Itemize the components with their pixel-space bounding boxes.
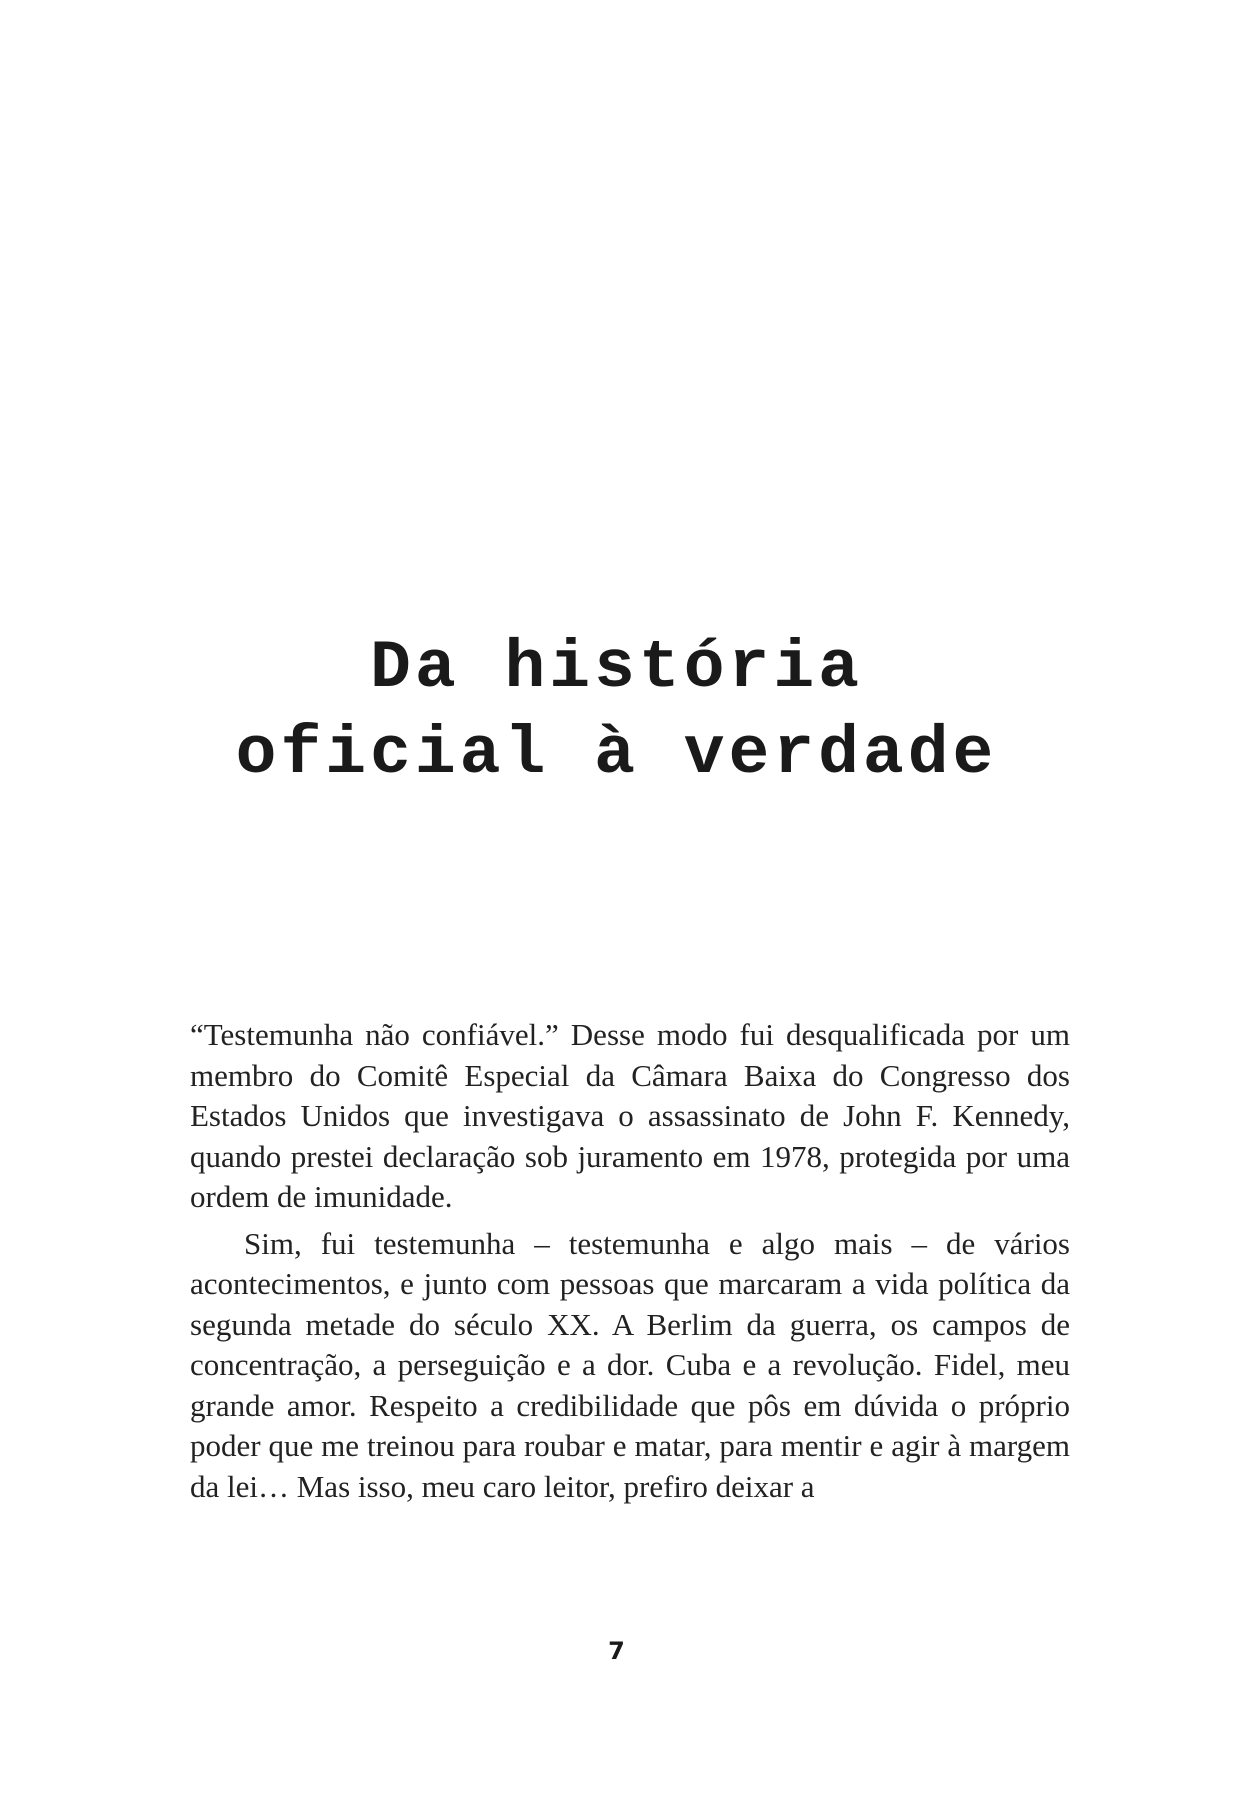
- chapter-title-line-1: Da história: [370, 629, 863, 707]
- paragraph-2: Sim, fui testemunha – testemunha e algo mais – de vários acontecimentos, e junto com pessoas que marcaram a vida política da segunda metade do século XX. A Berlim da guerra, os campos de concentração, a perseguição e a dor. Cuba e a revolução. Fidel, meu grande amor. Respeito a credibilidade que pôs em dúvida o próprio poder que me treinou para roubar e matar, para mentir e agir à margem da lei… Mas isso, meu caro leitor, prefiro deixar a: [190, 1225, 1070, 1504]
- paragraph-1: “Testemunha não confiável.” Desse modo fui desqualificada por um membro do Comitê Especial da Câmara Baixa do Congresso dos Estados Unidos que investigava o assassinato de John F. Kennedy, quando prestei declaração sob juramento em 1978, protegida por uma ordem de imunidade.: [190, 1017, 1070, 1214]
- chapter-title-line-2: oficial à verdade: [235, 715, 998, 793]
- page-number: 7: [608, 1637, 625, 1665]
- chapter-title: [0, 626, 1233, 798]
- body-text: [190, 1015, 1070, 1507]
